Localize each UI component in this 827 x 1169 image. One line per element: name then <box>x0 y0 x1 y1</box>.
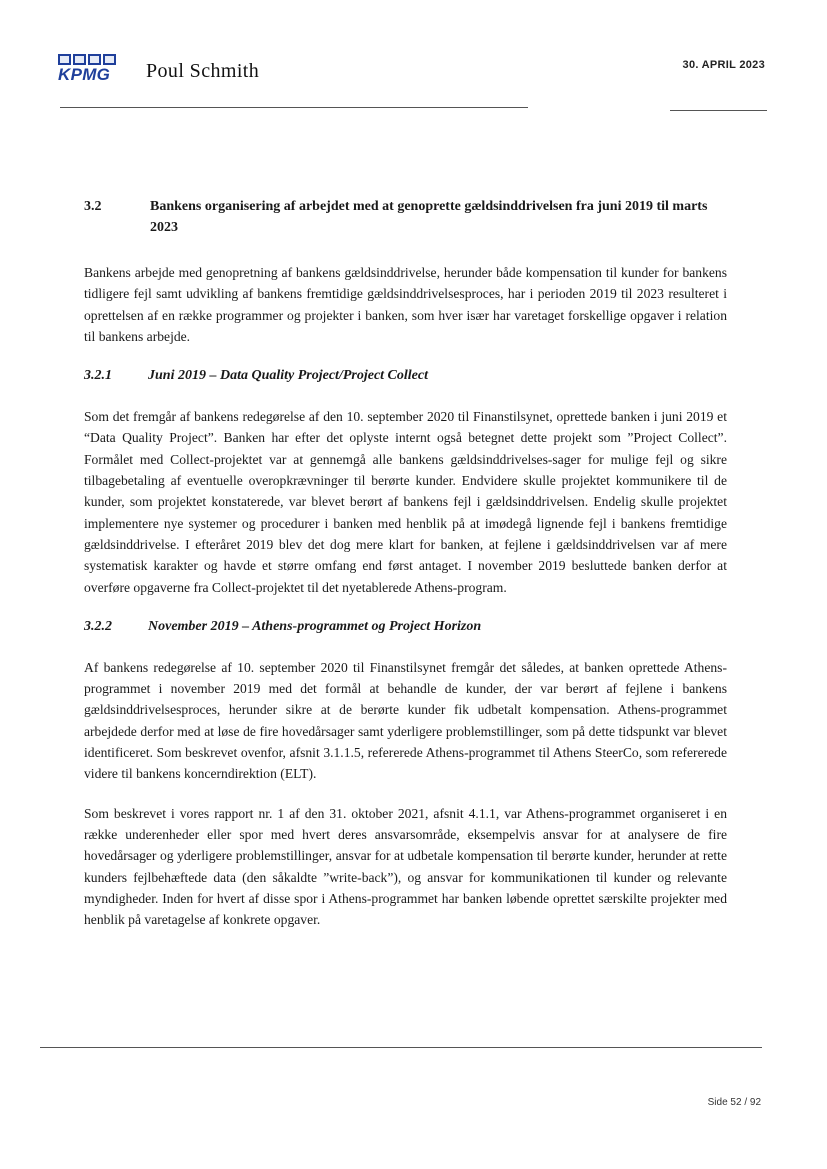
section-title: Bankens organisering af arbejdet med at genoprette gældsinddrivelsen fra juni 2019 til marts 2023 <box>150 199 708 235</box>
section-heading-3-2-1 <box>84 365 727 386</box>
kpmg-logo-word: KPMG <box>58 65 111 84</box>
paragraph-3-2-1: Som det fremgår af bankens redegørelse af den 10. september 2020 til Finanstilsynet, oprettede banken i juni 2019 et “Data Quality Project”. Banken har efter det oplyste internt også betegnet dette projekt som ”Project Collect”. Formålet med Collect-projektet var at gennemgå alle bankens gældsinddrivelses-sager for mulige fejl og sikre tilbagebetaling af eventuelle overopkrævninger til berørte kunder. Endvidere skulle projektet kommunikere til de kunder, som projektet konstaterede, var blevet berørt af bankens fejl i gældsinddrivelsen. Endelig skulle projektet implementere nye systemer og procedurer i banken med henblik på at imødegå lignende fejl i bankens fremtidige gældsinddrivelse. I efteråret 2019 blev det dog mere klart for banken, at fejlene i gældsinddrivelsen var af mere systematisk karakter og havde et større omfang end først antaget. I november 2019 besluttede banken derfor at overføre opgaverne fra Collect-projektet til det nyetablerede Athens-program. <box>84 409 727 595</box>
paragraph-3-2-2-a: Af bankens redegørelse af 10. september 2020 til Finanstilsynet fremgår det således, at banken oprettede Athens-programmet i november 2019 med det formål at behandle de kunder, der var berørt af fejlene i bankens gældsinddrivelsesproces, herunder sikre at de berørte kunder fik udbetalt kompensation. Athens-programmet arbejdede derfor med at løse de fire hovedårsager samt yderligere problemstillinger, som på dette tidspunkt var blevet identificeret. Som beskrevet ovenfor, afsnit 3.1.1.5, refererede Athens-programmet til Athens SteerCo, som refererede videre til bankens koncerndirektion (ELT). <box>84 659 727 782</box>
kpmg-logo <box>58 54 124 84</box>
header-firm-name: Poul Schmith <box>146 60 260 82</box>
section-title: Juni 2019 – Data Quality Project/Project Collect <box>148 368 428 384</box>
paragraph-3-2: Bankens arbejde med genopretning af bankens gældsinddrivelse, herunder både kompensation til kunder for bankens tidligere fejl samt udvikling af bankens fremtidige gældsinddrivelsesproces, har i perioden 2019 til 2023 resulteret i oprettelsen af en række programmer og projekter i banken, som hver især har varetaget forskellige opgaver i relation til bankens arbejde. <box>84 265 727 344</box>
kpmg-logo-boxes <box>58 54 124 65</box>
section-number: 3.2.1 <box>84 368 112 384</box>
header-divider-right <box>670 110 767 111</box>
paragraph-3-2-2-b: Som beskrevet i vores rapport nr. 1 af den 31. oktober 2021, afsnit 4.1.1, var Athens-programmet organiseret i en række underenheder eller spor med hvert deres ansvarsområde, eksempelvis ansvar for at analysere de fire hovedårsager og yderligere problemstillinger, ansvar for at udbetale kompensation til berørte kunder, herunder at rette kunders fejlbehæftede data (den såkaldte ”write-back”), og ansvar for kommunikationen til kunder og relevante myndigheder. Inden for hvert af disse spor i Athens-programmet har banken løbende oprettet særskilte projekter med henblik på varetagelse af konkrete opgaver. <box>84 805 727 928</box>
header-divider-left <box>60 107 528 108</box>
section-title: November 2019 – Athens-programmet og Project Horizon <box>148 618 482 634</box>
footer-divider <box>40 1047 762 1048</box>
section-heading-3-2-2 <box>84 616 727 637</box>
header-date: 30. APRIL 2023 <box>682 59 765 71</box>
page-body <box>84 196 727 948</box>
page-number: Side 52 / 92 <box>707 1097 761 1108</box>
section-heading-3-2 <box>84 196 727 238</box>
section-number: 3.2.2 <box>84 618 112 634</box>
section-number: 3.2 <box>84 199 102 214</box>
